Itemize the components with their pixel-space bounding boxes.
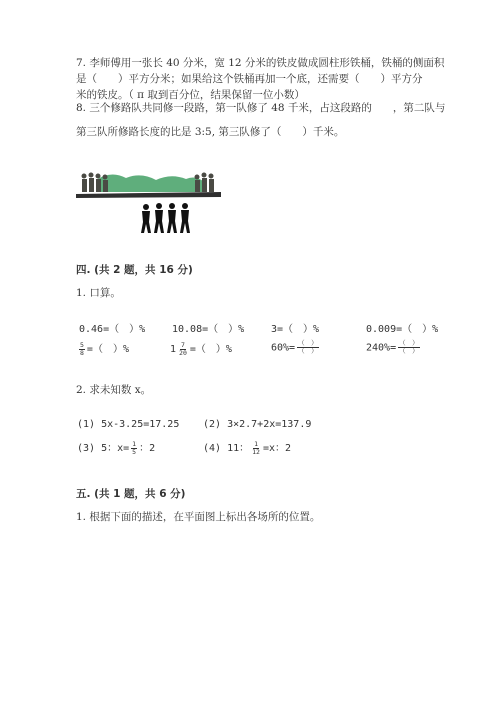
- problem-7-line-3: 米的铁皮。（ π 取到百分位，结果保留一位小数）: [76, 89, 305, 101]
- oral-calc-item: 1 $\frac{7}{20}$ =（ ）%: [170, 340, 232, 357]
- road-workers-illustration: [76, 170, 221, 235]
- section-5-heading: 五. (共 1 题，共 6 分): [76, 488, 186, 500]
- fraction: $\frac{1}{12}$: [252, 439, 260, 456]
- oral-calc-item: 0.46=（ ）%: [79, 324, 146, 335]
- section-4-heading: 四. (共 2 题，共 16 分): [76, 264, 193, 276]
- fraction: $\frac{( )}{( )}$: [399, 339, 419, 355]
- equation: (3) 5：x= $\frac{1}{5}$ ：2: [77, 439, 156, 456]
- oral-calc-item: 0.009=（ ）%: [366, 324, 439, 335]
- equation: (4) 11： $\frac{1}{12}$ =x：2: [203, 439, 292, 456]
- oral-calc-item: 10.08=（ ）%: [172, 324, 245, 335]
- fraction: $\frac{5}{8}$: [80, 340, 84, 357]
- oral-calc-item: $\frac{5}{8}$ =（ ）%: [80, 340, 129, 357]
- problem-7-line-1: 7. 李师傅用一张长 40 分米，宽 12 分米的铁皮做成圆柱形铁桶，铁桶的侧面积: [76, 57, 445, 69]
- equation: (1) 5x-3.25=17.25: [77, 419, 180, 430]
- oral-calc-item: 60%= $\frac{( )}{( )}$: [271, 339, 318, 355]
- equation: (2) 3×2.7+2x=137.9: [203, 419, 312, 430]
- oral-calc-item: 3=（ ）%: [271, 324, 320, 335]
- fraction: $\frac{7}{20}$: [179, 340, 187, 357]
- question-1-title: 1. 口算。: [76, 287, 121, 299]
- oral-calc-item: 240%= $\frac{( )}{( )}$: [366, 339, 419, 355]
- problem-7-line-2: 是（ ）平方分米；如果给这个铁桶再加一个底，还需要（ ）平方分: [76, 73, 423, 85]
- problem-8-line-2: 第三队所修路长度的比是 3:5, 第三队修了（ ）千米。: [76, 126, 345, 138]
- section-5-question-1: 1. 根据下面的描述，在平面图上标出各场所的位置。: [76, 511, 321, 523]
- question-2-title: 2. 求未知数 x。: [76, 384, 152, 396]
- fraction: $\frac{1}{5}$: [132, 439, 137, 456]
- fraction: $\frac{( )}{( )}$: [298, 339, 318, 355]
- problem-8-line-1: 8. 三个修路队共同修一段路，第一队修了 48 千米，占这段路的 ，第二队与: [76, 102, 446, 114]
